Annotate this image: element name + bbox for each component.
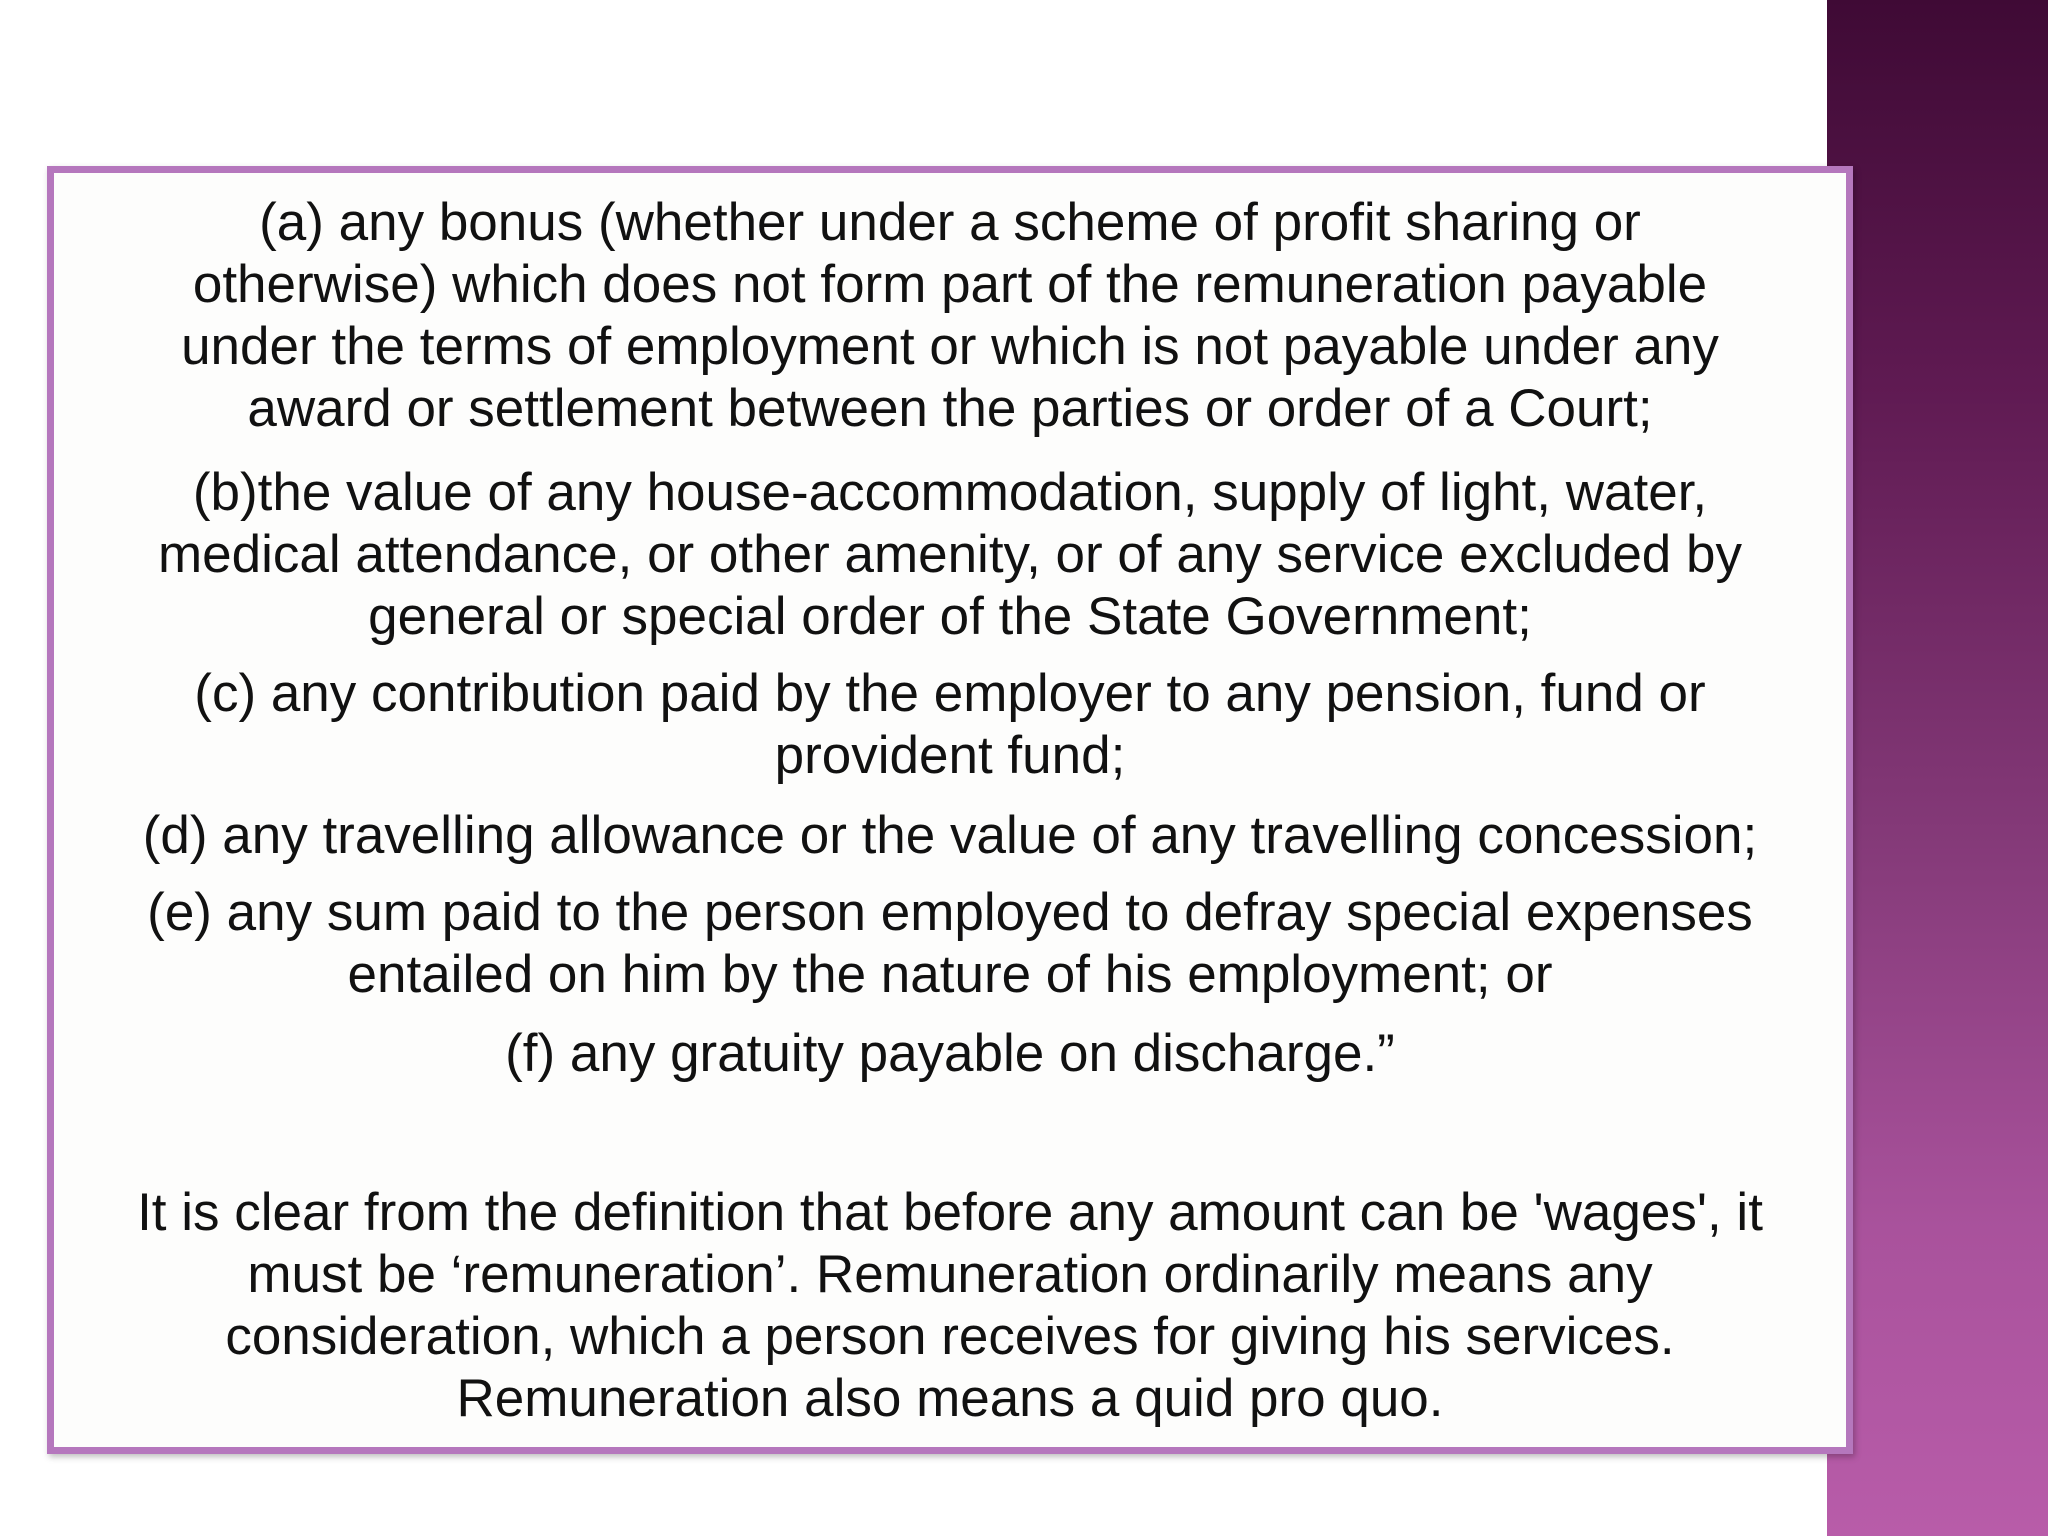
decorative-side-bar bbox=[1827, 0, 2048, 1536]
content-box bbox=[47, 166, 1853, 1454]
clause-e: (e) any sum paid to the person employed to defray special expenses entailed on him by the nature of his employment; or bbox=[147, 883, 1753, 1004]
clause-d: (d) any travelling allowance or the value of any travelling concession; bbox=[142, 806, 1758, 865]
clause-f: (f) any gratuity payable on discharge.” bbox=[505, 1024, 1395, 1083]
clause-b: (b)the value of any house-accommodation, supply of light, water, medical attendance, or other amenity, or of any service excluded by general or special order of the State Government; bbox=[158, 463, 1742, 646]
summary-paragraph: It is clear from the definition that before any amount can be 'wages', it must be ‘remuneration’. Remuneration ordinarily means any consideration, which a person receives for giving his services. Remuneration also means a quid pro quo. bbox=[137, 1183, 1763, 1428]
clause-a: (a) any bonus (whether under a scheme of profit sharing or otherwise) which does not form part of the remuneration payable under the terms of employment or which is not payable under any award or settlement between the parties or order of a Court; bbox=[181, 193, 1719, 438]
clause-c: (c) any contribution paid by the employer to any pension, fund or provident fund; bbox=[194, 664, 1706, 785]
